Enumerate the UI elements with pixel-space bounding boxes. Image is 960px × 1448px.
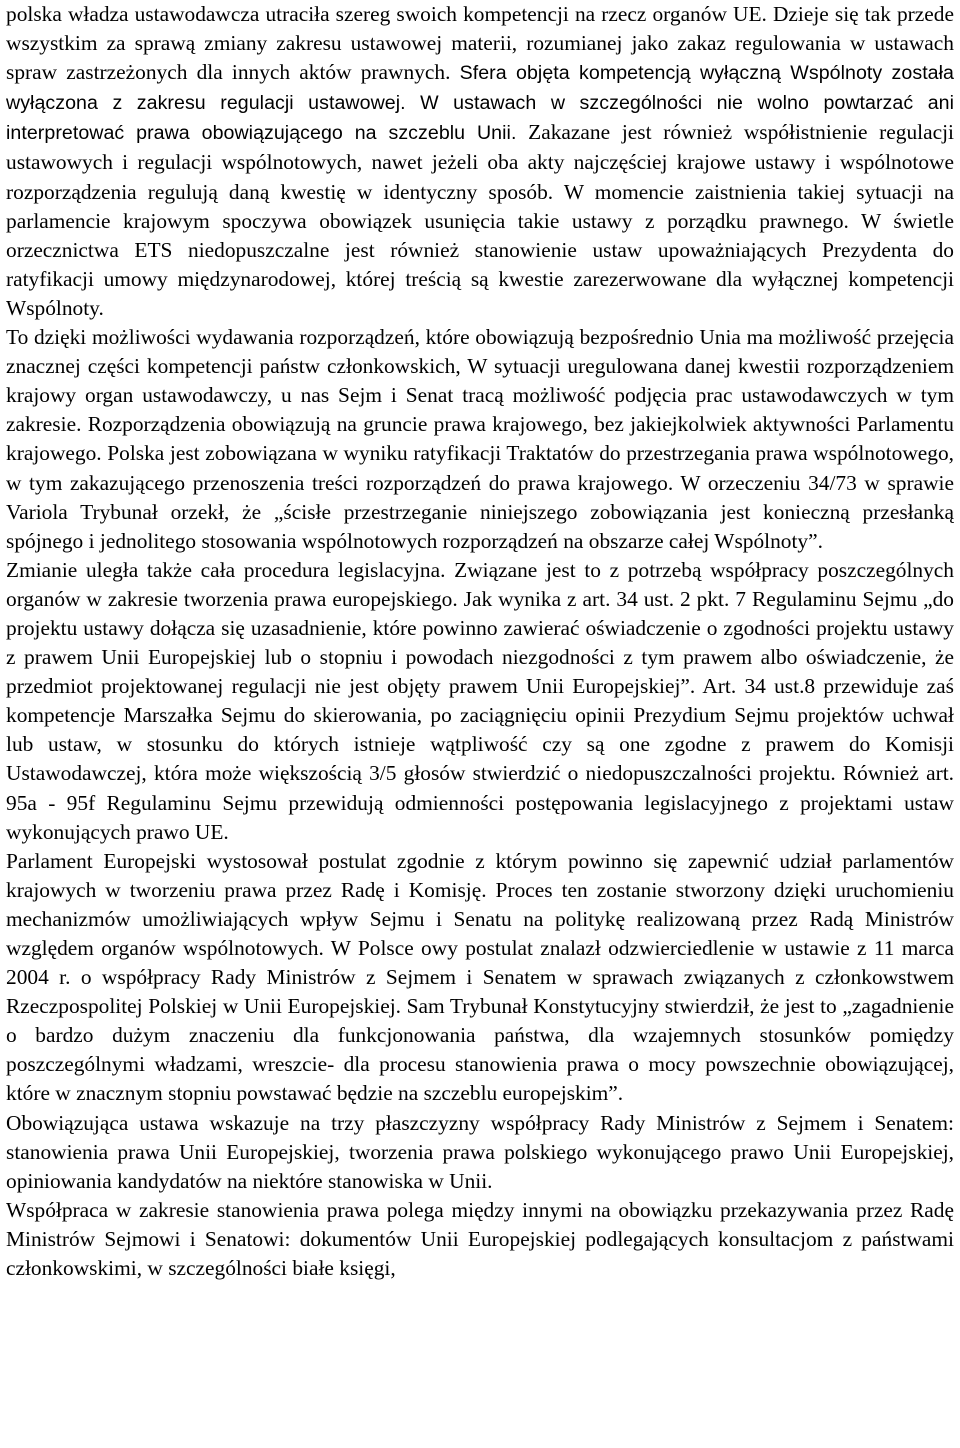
paragraph-6: Współpraca w zakresie stanowienia prawa polega między innymi na obowiązku przekazywania przez Radę Ministrów Sejmowi i Senatowi: dokumentów Unii Europejskiej podlegających konsultacjom z państwami członkowskimi, w szczególności białe księgi,: [6, 1197, 954, 1281]
paragraph-3: Zmianie uległa także cała procedura legislacyjna. Związane jest to z potrzebą współpracy poszczególnych organów w zakresie tworzenia prawa europejskiego. Jak wynika z art. 34 ust. 2 pkt. 7 Regulaminu Sejmu „do projektu ustawy dołącza się uzasadnienie, które powinno zawierać oświadczenie o zgodności projektu ustawy z prawem Unii Europejskiej lub o stopniu i powodach niezgodności z tym prawem albo oświadczenie, że przedmiot projektowanej regulacji nie jest objęty prawem Unii Europejskiej”. Art. 34 ust.8 przewiduje zaś kompetencje Marszałka Sejmu do skierowania, po zaciągnięciu opinii Prezydium Sejmu projektów uchwał lub ustaw, w stosunku do których istnieje wątpliwość czy są one zgodne z prawem do Komisji Ustawodawczej, która może większością 3/5 głosów stwierdzić o niedopuszczalności projektu. Również art. 95a - 95f Regulaminu Sejmu przewidują odmienności postępowania legislacyjnego z projektami ustaw wykonujących prawo UE.: [6, 557, 954, 844]
document-page: [6, 0, 954, 1448]
paragraph-4: Parlament Europejski wystosował postulat zgodnie z którym powinno się zapewnić udział parlamentów krajowych w tworzeniu prawa przez Radę i Komisję. Proces ten zostanie stworzony dzięki uruchomieniu mechanizmów umożliwiających wpływ Sejmu i Senatu na politykę realizowaną przez Radą Ministrów względem organów wspólnotowych. W Polsce owy postulat znalazł odzwierciedlenie w ustawie z 11 marca 2004 r. o współpracy Rady Ministrów z Sejmem i Senatem w sprawach związanych z członkowstwem Rzeczpospolitej Polskiej w Unii Europejskiej. Sam Trybunał Konstytucyjny stwierdził, że jest to „zagadnienie o bardzo dużym znaczeniu dla funkcjonowania państwa, dla wzajemnych stosunków pomiędzy poszczególnymi władzami, wreszcie- dla procesu stanowienia prawa o mocy powszechnie obowiązującej, które w znacznym stopniu powstawać będzie na szczeblu europejskim”.: [6, 848, 954, 1106]
paragraph-5: Obowiązująca ustawa wskazuje na trzy płaszczyzny współpracy Rady Ministrów z Sejmem i Senatem: stanowienia prawa Unii Europejskiej, tworzenia prawa polskiego wykonującego prawo Unii Europejskiej, opiniowania kandydatów na niektóre stanowiska w Unii.: [6, 1110, 954, 1193]
paragraph-2: To dzięki możliwości wydawania rozporządzeń, które obowiązują bezpośrednio Unia ma możliwość przejęcia znacznej części kompetencji państw członkowskich, W sytuacji uregulowana danej kwestii rozporządzeniem krajowy organ ustawodawczy, u nas Sejm i Senat tracą możliwość podjęcia prac ustawodawczych w tym zakresie. Rozporządzenia obowiązują na gruncie prawa krajowego, bez jakiejkolwiek aktywności Parlamentu krajowego. Polska jest zobowiązana w wyniku ratyfikacji Traktatów do przestrzegania prawa wspólnotowego, w tym zakazującego przenoszenia treści rozporządzeń do prawa krajowego. W orzeczeniu 34/73 w sprawie Variola Trybunał orzekł, że „ścisłe przestrzeganie niniejszego zobowiązania jest konieczną przesłanką spójnego i jednolitego stosowania wspólnotowych rozporządzeń na obszarze całej Wspólnoty”.: [6, 325, 954, 553]
paragraph-1-part-a: polska władza ustawodawcza utraciła szereg swoich kompetencji na rzecz organów UE. Dzieje się tak przede wszystkim za sprawą zmiany zakresu ustawowej materii, rozumianej jako zakaz regulowania w ustawach spraw zastrzeżonych dla innych aktów prawnych.: [6, 2, 954, 85]
paragraph-1-part-c: Zakazane jest również współistnienie regulacji ustawowych i regulacji wspólnotowych, nawet jeżeli oba akty najczęściej krajowe ustawy i wspólnotowe rozporządzenia regulują daną kwestię w identyczny sposób. W momencie zaistnienia takiej sytuacji na parlamencie krajowym spoczywa obowiązek usunięcia takie ustawy z porządku prawnego. W świetle orzecznictwa ETS niedopuszczalne jest również stanowienie ustaw upoważniających Prezydenta do ratyfikacji umowy międzynarodowej, której treścią są kwestie zarezerwowane dla wyłącznej kompetencji Wspólnoty.: [6, 120, 954, 320]
paragraph-1-part-b: Sfera objęta kompetencją wyłączną Wspólnoty została wyłączona z zakresu regulacji ustawowej. W ustawach w szczególności nie wolno powtarzać ani interpretować prawa obowiązującego na szczeblu Unii.: [6, 62, 954, 145]
paragraph-1: [6, 0, 954, 323]
